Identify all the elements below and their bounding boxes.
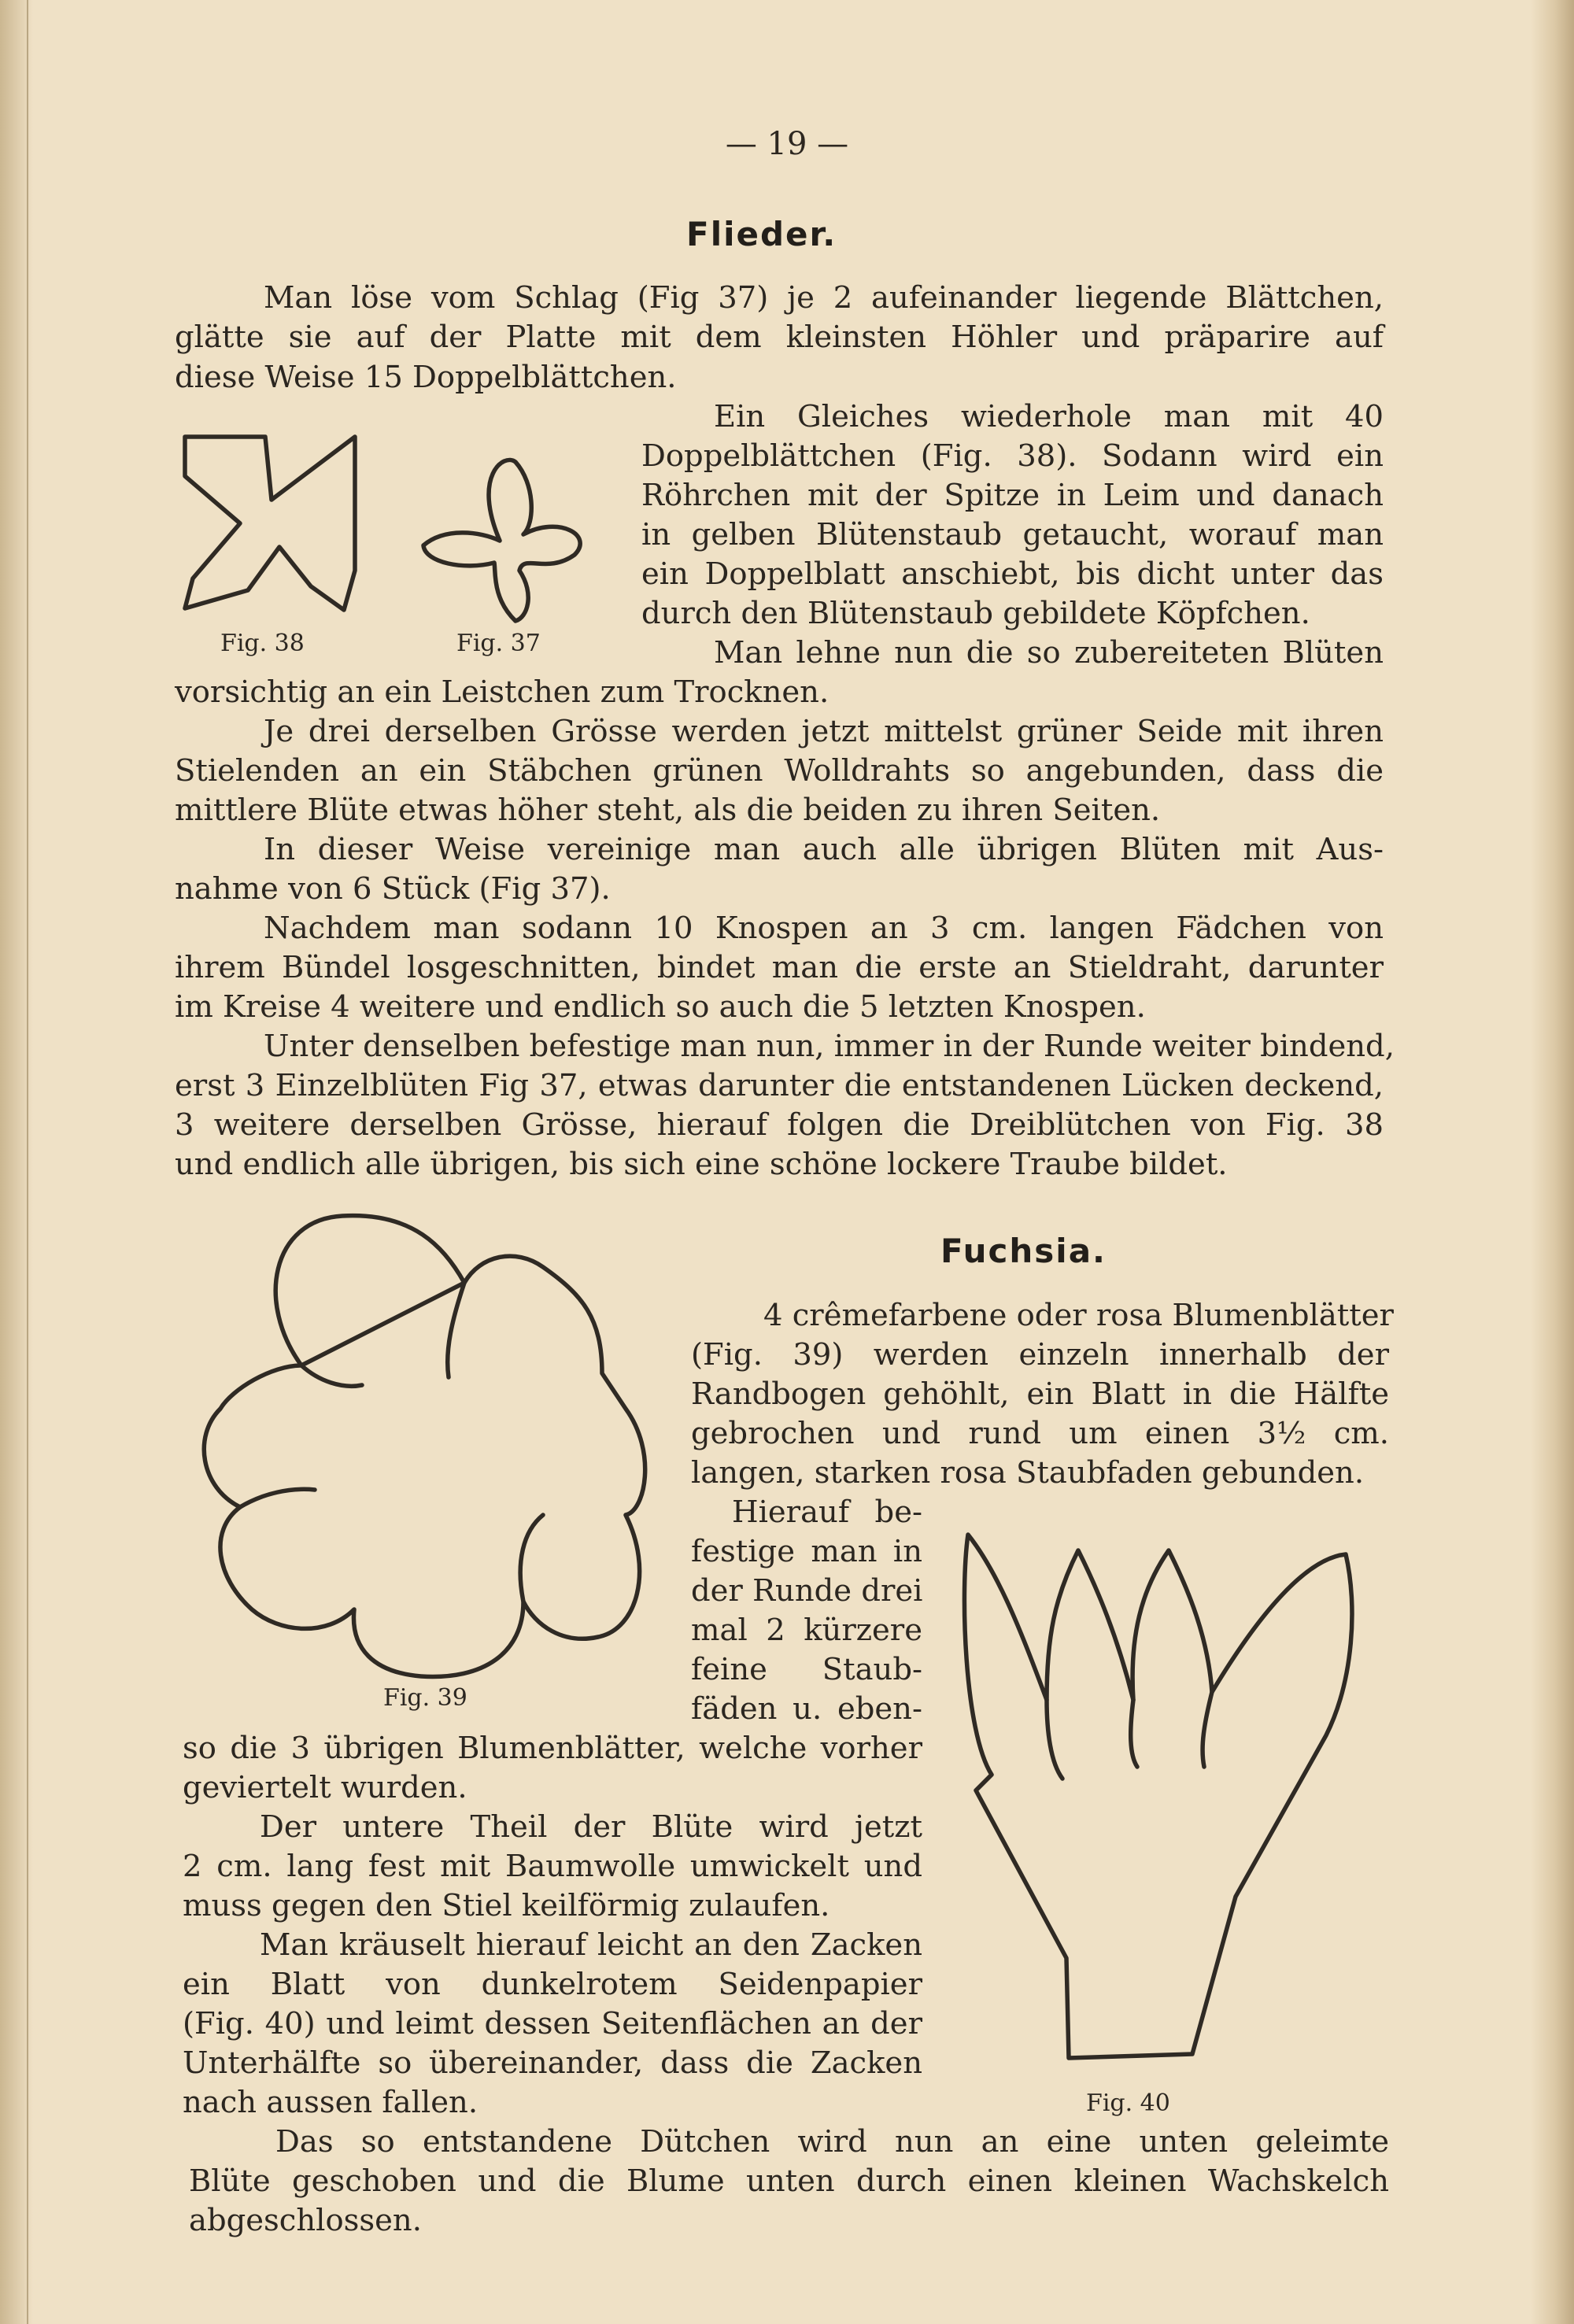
text-line: mittlere Blüte etwas höher steht, als die beiden zu ihren Seiten. — [175, 793, 1161, 828]
text-line: diese Weise 15 Doppelblättchen. — [175, 360, 677, 395]
section-title-fuchsia: Fuchsia. — [940, 1232, 1107, 1270]
text-line: Doppelblättchen (Fig. 38). Sodann wird ein — [641, 438, 1384, 474]
text-line: und endlich alle übrigen, bis sich eine schöne lockere Traube bildet. — [175, 1147, 1228, 1182]
text-line: in gelben Blütenstaub getaucht, worauf man — [641, 517, 1384, 552]
fig-38-drawing — [177, 429, 366, 618]
page-number: — 19 — — [725, 126, 849, 162]
text-line: (Fig. 40) und leimt dessen Seitenflächen an der — [183, 2006, 922, 2041]
text-line: 3 weitere derselben Grösse, hierauf folgen die Dreiblütchen von Fig. 38 — [175, 1107, 1384, 1143]
text-line: Je drei derselben Grösse werden jetzt mittelst grüner Seide mit ihren — [264, 714, 1384, 749]
text-line: Unterhälfte so übereinander, dass die Zacken — [183, 2045, 922, 2081]
text-line: Hierauf be- — [732, 1495, 922, 1530]
text-line: Der untere Theil der Blüte wird jetzt — [260, 1809, 922, 1845]
text-line: nahme von 6 Stück (Fig 37). — [175, 871, 611, 907]
text-line: mal 2 kürzere — [691, 1613, 922, 1648]
text-line: Man kräuselt hierauf leicht an den Zacken — [260, 1927, 922, 1963]
text-line: Blüte geschoben und die Blume unten durch einen kleinen Wachskelch — [189, 2163, 1389, 2199]
text-line: im Kreise 4 weitere und endlich so auch die 5 letzten Knospen. — [175, 989, 1146, 1025]
page-edge-line — [27, 0, 28, 2324]
binding-shadow-right — [1531, 0, 1574, 2324]
text-line: vorsichtig an ein Leistchen zum Trocknen. — [175, 674, 829, 710]
text-line: geviertelt wurden. — [183, 1770, 467, 1805]
text-line: In dieser Weise vereinige man auch alle übrigen Blüten mit Aus- — [264, 832, 1384, 867]
fig-38-caption: Fig. 38 — [220, 630, 305, 657]
text-line: ein Doppelblatt anschiebt, bis dicht unter das — [641, 556, 1384, 592]
text-line: Man löse vom Schlag (Fig 37) je 2 aufeinander liegende Blättchen, — [264, 280, 1384, 316]
text-line: Ein Gleiches wiederhole man mit 40 — [714, 399, 1384, 434]
text-line: gebrochen und rund um einen 3½ cm. — [691, 1416, 1389, 1451]
text-line: feine Staub- — [691, 1652, 922, 1687]
text-line: ein Blatt von dunkelrotem Seidenpapier — [183, 1967, 922, 2002]
text-line: der Runde drei — [691, 1573, 923, 1609]
text-line: abgeschlossen. — [189, 2203, 422, 2238]
text-line: 2 cm. lang fest mit Baumwolle umwickelt und — [183, 1849, 922, 1884]
fig-40-drawing — [929, 1495, 1369, 2109]
text-line: Unter denselben befestige man nun, immer in der Runde weiter bindend, — [264, 1029, 1395, 1064]
text-line: langen, starken rosa Staubfaden gebunden. — [691, 1455, 1365, 1491]
fig-39-caption: Fig. 39 — [383, 1684, 467, 1712]
text-line: erst 3 Einzelblüten Fig 37, etwas darunter die entstandenen Lücken deckend, — [175, 1068, 1384, 1103]
text-line: ihrem Bündel losgeschnitten, bindet man die erste an Stieldraht, darunter — [175, 950, 1384, 985]
text-line: durch den Blütenstaub gebildete Köpfchen. — [641, 596, 1310, 631]
fig-39-drawing — [185, 1200, 673, 1688]
text-line: Man lehne nun die so zubereiteten Blüten — [714, 635, 1384, 671]
fig-40-caption: Fig. 40 — [1086, 2089, 1170, 2117]
fig-37-drawing — [417, 453, 590, 626]
text-line: Stielenden an ein Stäbchen grünen Wolldrahts so angebunden, dass die — [175, 753, 1384, 789]
text-line: Randbogen gehöhlt, ein Blatt in die Hälfte — [691, 1376, 1389, 1412]
text-line: festige man in — [691, 1534, 922, 1569]
text-line: Röhrchen mit der Spitze in Leim und danach — [641, 478, 1384, 513]
text-line: muss gegen den Stiel keilförmig zulaufen. — [183, 1888, 830, 1923]
text-line: Das so entstandene Dütchen wird nun an eine unten geleimte — [275, 2124, 1389, 2160]
text-line: fäden u. eben- — [691, 1691, 922, 1727]
text-line: nach aussen fallen. — [183, 2085, 478, 2120]
text-line: Nachdem man sodann 10 Knospen an 3 cm. langen Fädchen von — [264, 911, 1384, 946]
text-line: (Fig. 39) werden einzeln innerhalb der — [691, 1337, 1389, 1373]
fig-37-caption: Fig. 37 — [456, 630, 541, 657]
text-line: so die 3 übrigen Blumenblätter, welche vorher — [183, 1731, 922, 1766]
section-title-flieder: Flieder. — [686, 215, 837, 253]
text-line: 4 crêmefarbene oder rosa Blumenblätter — [763, 1298, 1394, 1333]
text-line: glätte sie auf der Platte mit dem kleinsten Höhler und präparire auf — [175, 320, 1384, 355]
